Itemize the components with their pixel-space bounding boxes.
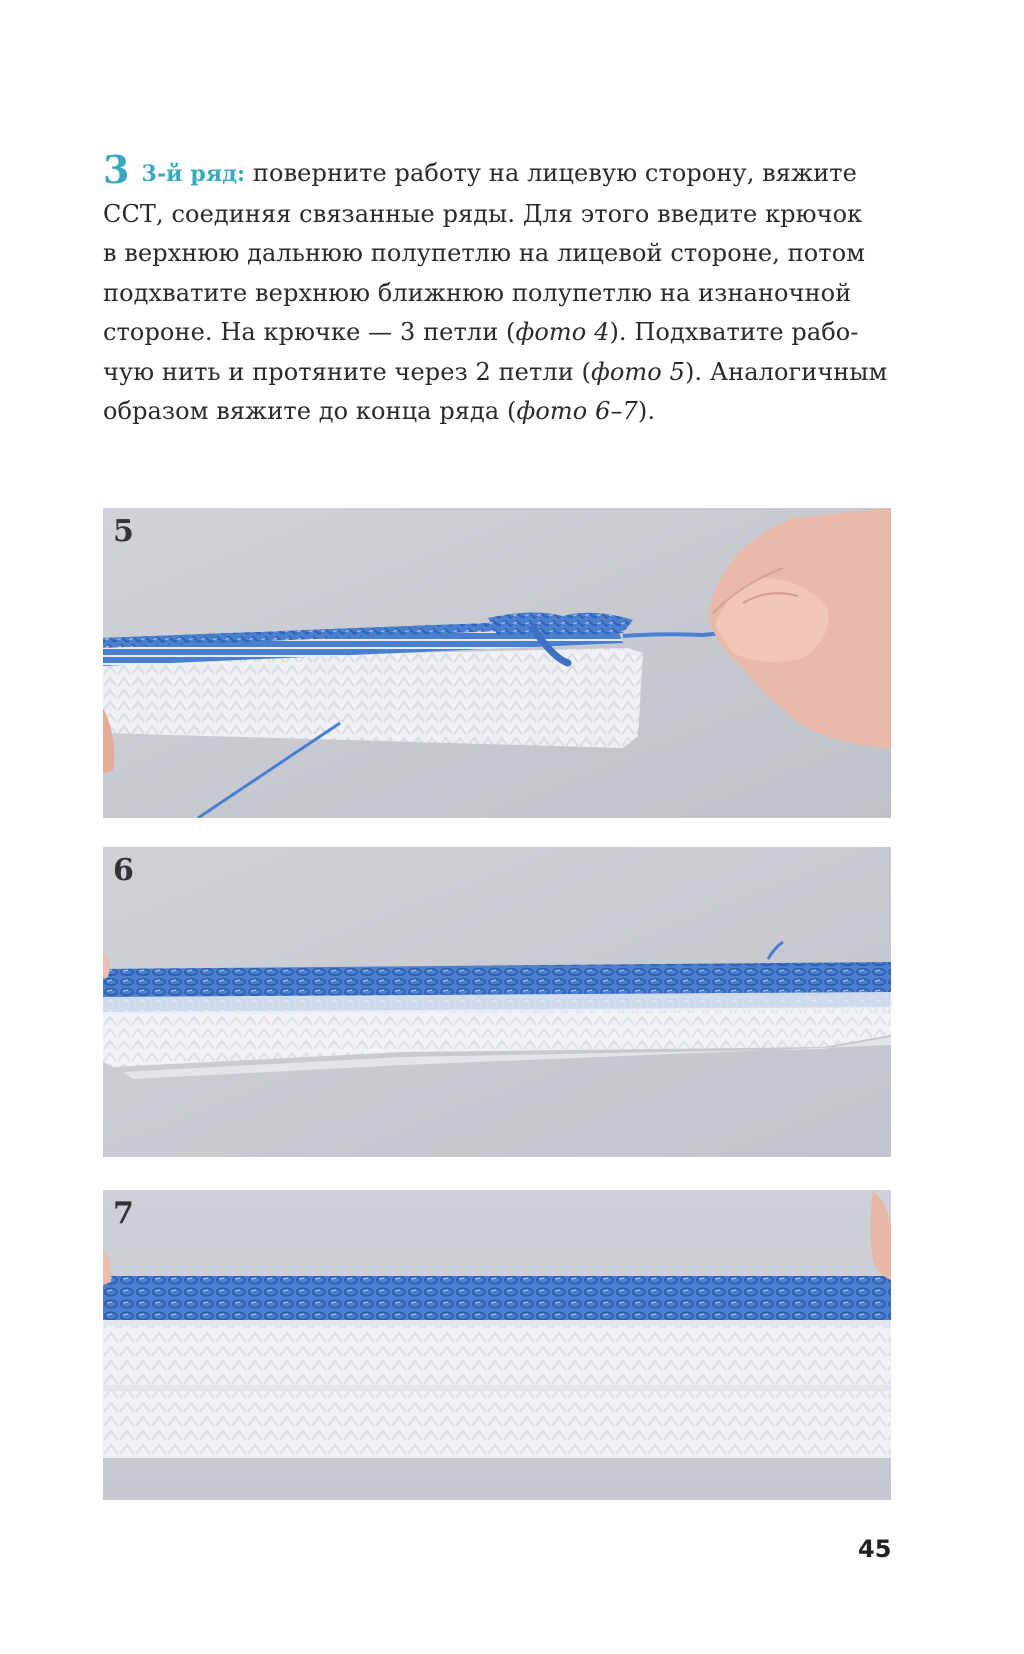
photo-5	[103, 508, 891, 818]
instruction-line-2	[103, 195, 903, 235]
instruction-line-7	[103, 392, 903, 432]
photo-7	[103, 1190, 891, 1500]
instruction-line-text: ).	[637, 397, 656, 425]
instruction-line-text: образом вяжите до конца ряда (	[103, 397, 517, 425]
instruction-text	[103, 147, 903, 432]
photo-reference: фото 6–7	[516, 397, 638, 425]
instruction-line-6	[103, 353, 903, 393]
photo-number: 5	[113, 514, 134, 549]
photo-reference: фото 5	[591, 357, 685, 386]
crochet-photo-6-image	[103, 847, 891, 1157]
page-number: 45	[858, 1535, 892, 1563]
crochet-photo-5-image	[103, 508, 891, 818]
instruction-line-5	[103, 313, 903, 353]
photo-reference: фото 4	[515, 318, 610, 346]
photo-6	[103, 847, 891, 1157]
instruction-line-text: ССТ, соединяя связанные ряды. Для этого введите крючок	[103, 199, 863, 228]
instruction-line-text: ). Аналогичным	[684, 357, 888, 386]
instruction-line-text: поверните работу на лицевую сторону, вяжите	[252, 159, 857, 187]
instruction-line-text: в верхнюю дальнюю полупетлю на лицевой стороне, потом	[103, 239, 866, 267]
instruction-line-text: ). Подхватите рабо-	[609, 318, 859, 346]
instruction-line-text: стороне. На крючке — 3 петли (	[103, 318, 516, 346]
instruction-line-text: чую нить и протяните через 2 петли (	[103, 357, 591, 386]
step-heading: 3-й ряд:	[141, 161, 246, 187]
photo-number: 6	[113, 853, 134, 888]
step-number: 3	[103, 147, 130, 192]
instruction-line-4	[103, 274, 903, 314]
crochet-photo-7-image	[103, 1190, 891, 1500]
photo-number: 7	[113, 1196, 134, 1231]
instruction-line-1	[103, 147, 903, 195]
instruction-line-3	[103, 234, 903, 274]
instruction-line-text: подхватите верхнюю ближнюю полупетлю на изнаночной	[103, 278, 852, 307]
